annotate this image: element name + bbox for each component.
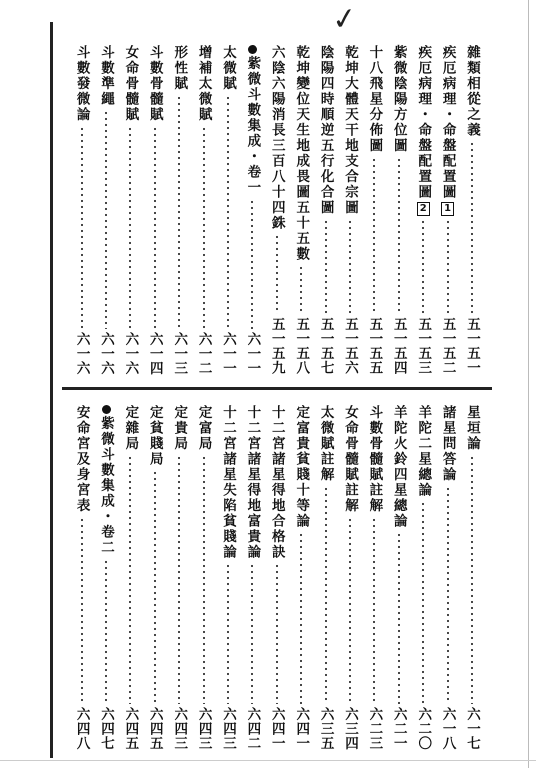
dot-leader: [325, 219, 327, 315]
toc-entry-title: 疾厄病理・命盤配置圖: [439, 45, 456, 200]
toc-entry[interactable]: [464, 405, 480, 750]
toc-entry-title: 太微賦: [220, 45, 236, 92]
toc-entry[interactable]: [98, 405, 114, 750]
dot-leader: [178, 95, 180, 329]
toc-entry-title: 定貧賤局: [146, 405, 163, 467]
toc-entry-title: 女命骨髓賦: [122, 45, 139, 123]
toc-entry-page: 六四二: [244, 706, 261, 750]
toc-entry-title: 十二宮諸星得地合格訣: [268, 405, 285, 560]
toc-entry-page: 六三五: [317, 706, 334, 750]
toc-entry[interactable]: [244, 405, 260, 750]
toc-entry[interactable]: [147, 405, 163, 750]
toc-entry-page: 六一六: [98, 331, 114, 375]
toc-entry-title: 斗數準繩: [98, 45, 114, 107]
toc-entry-page: 六一六: [73, 331, 90, 375]
toc-entry-title: 六陰六陽消長三百八十四銖: [268, 45, 285, 231]
dot-leader: [398, 157, 400, 315]
toc-entry-page: 六一二: [195, 331, 212, 375]
toc-entry[interactable]: [318, 405, 334, 750]
toc-entry[interactable]: [391, 405, 407, 750]
toc-entry[interactable]: [415, 45, 431, 375]
toc-entry-title: 太微賦註解: [317, 405, 334, 483]
dot-leader: [471, 455, 473, 704]
dot-leader: [203, 455, 205, 704]
toc-entry-page: 六二〇: [415, 706, 432, 750]
toc-entry-page: 六四一: [293, 706, 310, 750]
toc-entry[interactable]: [269, 45, 285, 375]
toc-entry[interactable]: [74, 45, 90, 375]
toc-entry-title: 羊陀火鈴四星總論: [390, 405, 407, 529]
toc-entry-page: 六一七: [464, 706, 480, 750]
toc-entry-title: 定貴局: [171, 405, 188, 452]
dot-leader: [251, 199, 253, 329]
dot-leader: [349, 517, 351, 704]
toc-entry-page: 六二三: [366, 706, 383, 750]
toc-entry[interactable]: [464, 45, 480, 375]
toc-entry[interactable]: [440, 45, 456, 375]
toc-entry-page: 六四五: [146, 706, 163, 750]
toc-entry-page: 六三四: [342, 706, 358, 750]
toc-entry-title: 定雜局: [122, 405, 139, 452]
toc-entry-title: 疾厄病理・命盤配置圖: [415, 45, 432, 200]
toc-entry-title: 雜類相從之義: [464, 45, 480, 138]
dot-leader: [227, 95, 229, 329]
toc-entry-page: 五一五二: [439, 317, 456, 375]
toc-entry-page: 六二一: [390, 706, 407, 750]
toc-entry-page: 六一三: [171, 331, 188, 375]
toc-entry-title: 羊陀二星總論: [415, 405, 432, 498]
dot-leader: [178, 455, 180, 704]
toc-entry[interactable]: [171, 45, 187, 375]
toc-entry-title: 十二宮諸星失陷貧賤論: [220, 405, 236, 560]
toc-entry[interactable]: [122, 405, 138, 750]
toc-entry-page: 六一八: [439, 706, 456, 750]
toc-entry-page: 五一五九: [268, 317, 285, 375]
toc-entry-page: 五一五一: [464, 317, 480, 375]
toc-entry-page: 五一五四: [390, 317, 407, 375]
toc-entry-page: 六四八: [73, 706, 90, 750]
toc-entry-page: 五一五八: [293, 317, 310, 375]
toc-entry[interactable]: [293, 405, 309, 750]
page-edge: [528, 0, 529, 768]
toc-entry-page: 五一五七: [317, 317, 334, 375]
toc-entry-title: 紫微斗數集成・卷二: [98, 416, 114, 556]
toc-entry-page: 五一五五: [366, 317, 383, 375]
toc-entry[interactable]: [122, 45, 138, 375]
checkmark-icon: ✓: [329, 0, 360, 39]
dot-leader: [251, 563, 253, 704]
toc-entry-title: 定富局: [195, 405, 212, 452]
toc-entry-page: 六四三: [171, 706, 188, 750]
dot-leader: [471, 141, 473, 314]
dot-leader: [276, 563, 278, 704]
dot-leader: [447, 486, 449, 704]
dot-leader: [300, 532, 302, 704]
bullet-icon: [102, 405, 111, 414]
toc-entry-title: 定富貴貧賤十等論: [293, 405, 310, 529]
toc-entry-title: 增補太微賦: [195, 45, 212, 123]
toc-entry[interactable]: [342, 45, 358, 375]
dot-leader: [105, 559, 107, 704]
toc-entry[interactable]: [415, 405, 431, 750]
toc-entry-title: 安命宮及身宮表: [73, 405, 90, 514]
toc-entry[interactable]: [366, 405, 382, 750]
toc-entry-title: 乾坤變位天生地成畏圖五十五數: [293, 45, 310, 262]
toc-entry-page: 六一一: [220, 331, 236, 375]
toc-entry[interactable]: [147, 45, 163, 375]
dot-leader: [422, 219, 424, 314]
bullet-icon: [248, 45, 257, 54]
toc-entry[interactable]: [293, 45, 309, 375]
figure-number-box: 1: [441, 202, 454, 216]
section-divider: [62, 387, 492, 390]
toc-entry[interactable]: [244, 45, 260, 375]
toc-entry[interactable]: [220, 45, 236, 375]
dot-leader: [373, 517, 375, 704]
dot-leader: [129, 126, 131, 329]
toc-entry[interactable]: [74, 405, 90, 750]
dot-leader: [398, 532, 400, 704]
dot-leader: [203, 126, 205, 329]
dot-leader: [422, 501, 424, 704]
toc-entry-title: 女命骨髓賦註解: [342, 405, 358, 514]
left-frame-line: [50, 22, 53, 758]
toc-entry-page: 六四三: [195, 706, 212, 750]
toc-entry-title: 十八飛星分佈圖: [366, 45, 383, 154]
toc-entry-title: 紫微陰陽方位圖: [390, 45, 407, 154]
dot-leader: [227, 563, 229, 704]
figure-number-box: 2: [417, 202, 430, 216]
toc-entry[interactable]: [196, 45, 212, 375]
toc-entry[interactable]: [220, 405, 236, 750]
toc-entry[interactable]: [98, 45, 114, 375]
toc-entry[interactable]: [391, 45, 407, 375]
toc-entry-title: 星垣論: [464, 405, 480, 452]
dot-leader: [276, 234, 278, 314]
dot-leader: [154, 470, 156, 704]
toc-entry[interactable]: [318, 45, 334, 375]
toc-entry-page: 六四五: [122, 706, 139, 750]
dot-leader: [300, 265, 302, 314]
toc-entry-page: 六一一: [244, 331, 261, 375]
dot-leader: [154, 126, 156, 329]
toc-entry[interactable]: [366, 45, 382, 375]
toc-entry[interactable]: [171, 405, 187, 750]
dot-leader: [81, 517, 83, 704]
toc-entry-title: 斗數骨髓賦註解: [366, 405, 383, 514]
toc-entry-title: 陰陽四時順逆五行化合圖: [317, 45, 334, 216]
toc-entry-page: 五一五六: [342, 317, 358, 375]
toc-entry-title: 形性賦: [171, 45, 188, 92]
dot-leader: [81, 126, 83, 329]
dot-leader: [129, 455, 131, 704]
dot-leader: [325, 486, 327, 704]
dot-leader: [373, 157, 375, 315]
toc-entry-page: 六四七: [98, 706, 114, 750]
toc-entry-title: 乾坤大體天干地支合宗圖: [342, 45, 358, 216]
toc-entry-title: 十二宮諸星得地富貴論: [244, 405, 261, 560]
page-edge-bottom: [0, 760, 536, 761]
dot-leader: [105, 110, 107, 329]
toc-entry[interactable]: [440, 405, 456, 750]
toc-entry[interactable]: [269, 405, 285, 750]
toc-entry-page: 六一四: [146, 331, 163, 375]
toc-entry-title: 斗數發微論: [73, 45, 90, 123]
toc-entry[interactable]: [196, 405, 212, 750]
toc-entry-title: 諸星問答論: [439, 405, 456, 483]
toc-entry-page: 六一六: [122, 331, 139, 375]
dot-leader: [447, 219, 449, 314]
toc-entry-page: 六四三: [220, 706, 236, 750]
toc-entry[interactable]: [342, 405, 358, 750]
dot-leader: [349, 219, 351, 315]
toc-entry-title: 斗數骨髓賦: [146, 45, 163, 123]
toc-entry-page: 五一五三: [415, 317, 432, 375]
toc-entry-title: 紫微斗數集成・卷一: [244, 56, 261, 196]
toc-entry-page: 六四一: [268, 706, 285, 750]
